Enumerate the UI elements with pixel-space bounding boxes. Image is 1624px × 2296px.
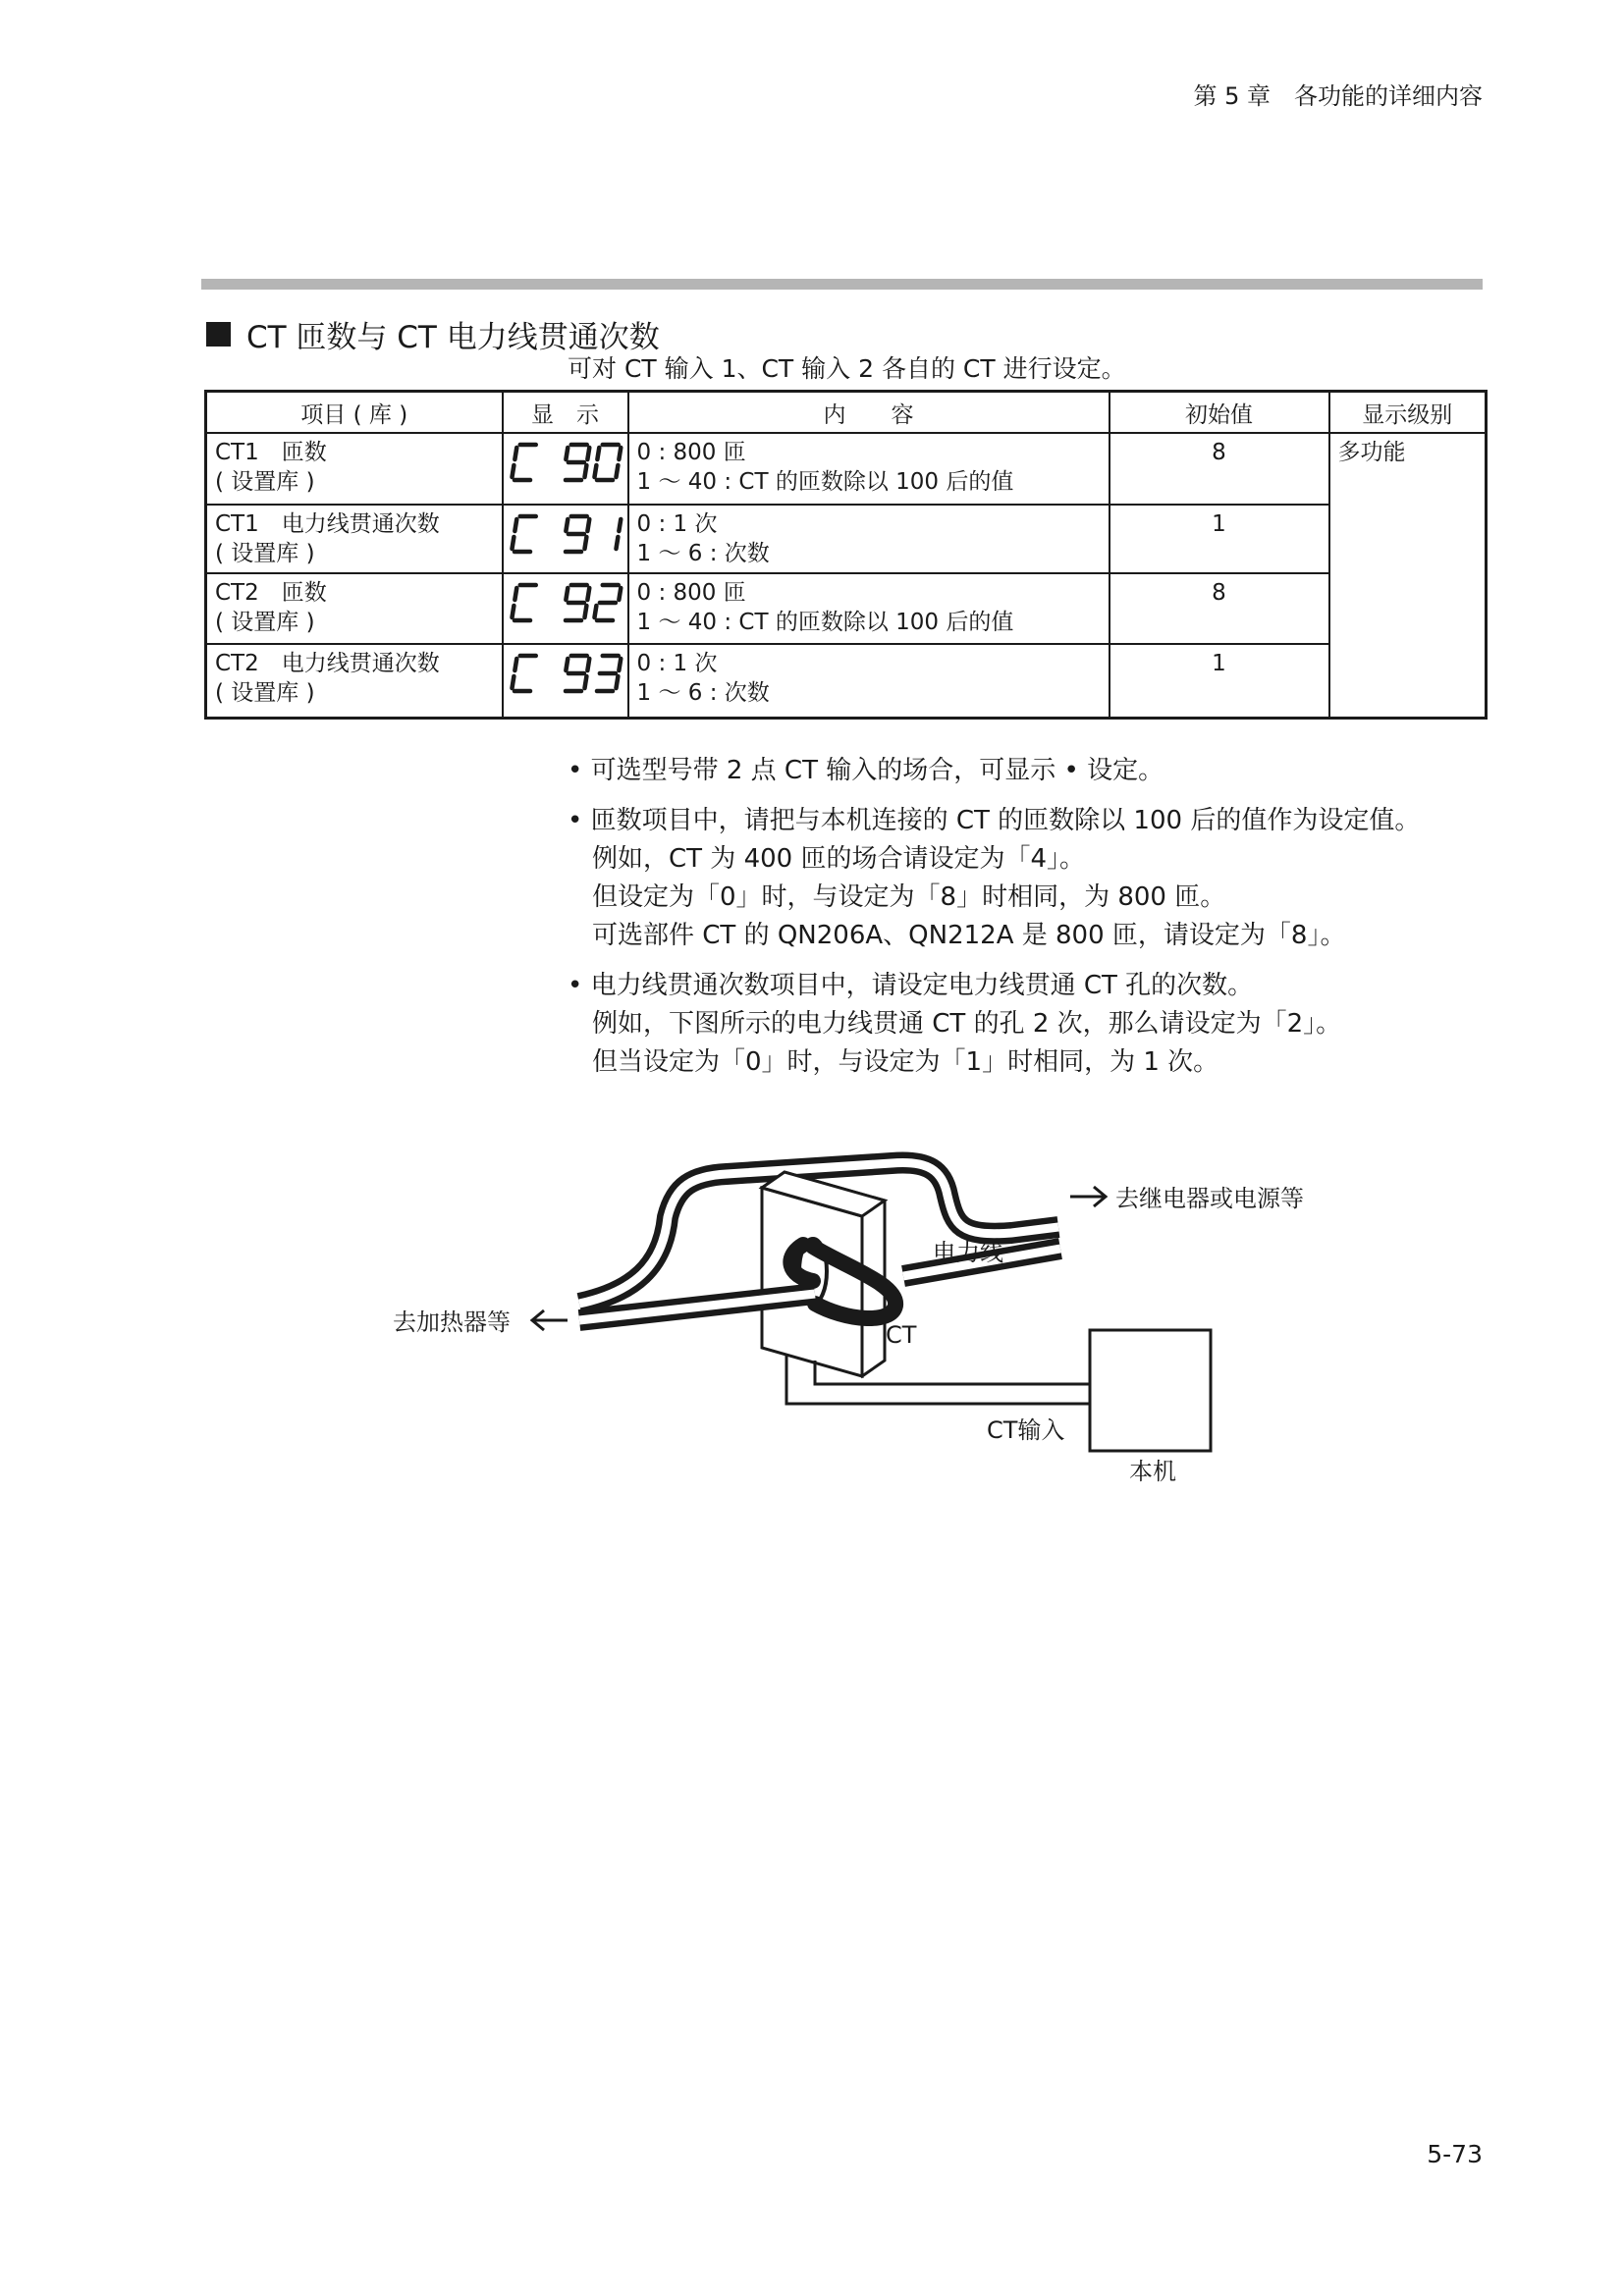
segment xyxy=(566,588,568,600)
seven-segment-digit xyxy=(566,656,589,691)
seven-segment-digit xyxy=(512,516,535,552)
content-line: 1 ～ 6 : 次数 xyxy=(636,680,770,706)
segment xyxy=(587,588,589,600)
segment xyxy=(512,537,514,549)
section-intro: 可对 CT 输入 1、CT 输入 2 各自的 CT 进行设定。 xyxy=(568,354,1126,383)
note-item xyxy=(568,967,1420,1082)
label-power-line: 电力线 xyxy=(933,1239,1003,1266)
segment xyxy=(616,537,618,549)
page-number: 5-73 xyxy=(1427,2140,1483,2168)
segment xyxy=(514,588,516,600)
segment xyxy=(512,606,514,617)
content-line: 0 : 1 次 xyxy=(636,651,718,676)
seven-segment-digit xyxy=(566,445,589,480)
item-name: CT2 匝数 xyxy=(215,580,327,606)
initial-value-cell: 8 xyxy=(1110,433,1329,505)
seven-segment-display xyxy=(508,578,623,627)
segment xyxy=(619,659,621,670)
segment xyxy=(594,606,596,617)
note-line: • 电力线贯通次数项目中，请设定电力线贯通 CT 孔的次数。 xyxy=(568,971,1254,1000)
segment xyxy=(584,465,586,477)
table-row xyxy=(206,644,1487,719)
item-cell xyxy=(206,433,503,505)
label-ct: CT xyxy=(886,1321,917,1349)
table-row xyxy=(206,573,1487,644)
ct-wiring-diagram xyxy=(383,1119,1345,1512)
content-line: 1 ～ 6 : 次数 xyxy=(636,541,770,566)
display-cell xyxy=(503,505,628,573)
table-header-row xyxy=(206,392,1487,434)
note-item xyxy=(568,752,1420,790)
seven-segment-digit xyxy=(512,445,535,480)
note-line: 但当设定为「0」时，与设定为「1」时相同，为 1 次。 xyxy=(592,1047,1219,1077)
item-bank: ( 设置库 ) xyxy=(215,610,315,635)
segment xyxy=(587,659,589,670)
square-bullet-icon xyxy=(206,322,231,347)
segment xyxy=(512,465,514,477)
content-line: 0 : 800 匝 xyxy=(636,440,746,465)
segment xyxy=(512,676,514,688)
content-cell xyxy=(628,505,1110,573)
item-cell xyxy=(206,644,503,719)
initial-value-cell: 1 xyxy=(1110,505,1329,573)
section-divider xyxy=(201,279,1483,290)
seven-segment-digit xyxy=(566,585,589,620)
content-cell xyxy=(628,433,1110,505)
section-title-text: CT 匝数与 CT 电力线贯通次数 xyxy=(246,320,660,355)
segment xyxy=(514,519,516,531)
column-header: 内 容 xyxy=(628,392,1110,434)
seven-segment-digit xyxy=(594,445,621,480)
segment xyxy=(619,519,621,531)
item-name: CT1 匝数 xyxy=(215,440,327,465)
content-line: 0 : 800 匝 xyxy=(636,580,746,606)
display-cell xyxy=(503,433,628,505)
segment xyxy=(587,519,589,531)
column-header: 显 示 xyxy=(503,392,628,434)
display-cell xyxy=(503,573,628,644)
settings-table xyxy=(204,390,1488,720)
seven-segment-digit xyxy=(597,656,621,691)
segment xyxy=(566,448,568,459)
item-name: CT1 电力线贯通次数 xyxy=(215,511,440,537)
item-bank: ( 设置库 ) xyxy=(215,680,315,706)
seven-segment-digit xyxy=(594,585,621,620)
seven-segment-display xyxy=(508,438,623,487)
note-item xyxy=(568,802,1420,955)
seven-segment-digit xyxy=(616,519,621,549)
notes-list xyxy=(568,752,1420,1094)
segment xyxy=(619,588,621,600)
item-name: CT2 电力线贯通次数 xyxy=(215,651,440,676)
initial-value-cell: 8 xyxy=(1110,573,1329,644)
seven-segment-digit xyxy=(512,585,535,620)
chapter-header: 第 5 章 各功能的详细内容 xyxy=(1193,82,1483,110)
table-row xyxy=(206,433,1487,505)
content-line: 1 ～ 40 : CT 的匝数除以 100 后的值 xyxy=(636,469,1014,495)
note-line: • 可选型号带 2 点 CT 输入的场合，可显示 • 设定。 xyxy=(568,756,1164,785)
note-line: 例如，下图所示的电力线贯通 CT 的孔 2 次，那么请设定为「2」。 xyxy=(592,1009,1342,1039)
content-line: 0 : 1 次 xyxy=(636,511,718,537)
segment xyxy=(587,448,589,459)
segment xyxy=(584,606,586,617)
segment xyxy=(616,465,618,477)
segment xyxy=(584,676,586,688)
segment xyxy=(584,537,586,549)
label-unit: 本机 xyxy=(1129,1458,1176,1485)
arrow-right-icon xyxy=(1070,1187,1106,1206)
item-cell xyxy=(206,573,503,644)
item-bank: ( 设置库 ) xyxy=(215,469,315,495)
segment xyxy=(566,519,568,531)
seven-segment-digit xyxy=(512,656,535,691)
label-to-relay: 去继电器或电源等 xyxy=(1115,1185,1304,1212)
segment xyxy=(566,659,568,670)
display-cell xyxy=(503,644,628,719)
unit-box xyxy=(1090,1330,1211,1451)
segment xyxy=(619,448,621,459)
content-cell xyxy=(628,573,1110,644)
segment xyxy=(514,448,516,459)
arrow-left-icon xyxy=(532,1310,568,1330)
content-line: 1 ～ 40 : CT 的匝数除以 100 后的值 xyxy=(636,610,1014,635)
display-level-cell: 多功能 xyxy=(1329,433,1487,719)
table-row xyxy=(206,505,1487,573)
content-cell xyxy=(628,644,1110,719)
column-header: 显示级别 xyxy=(1329,392,1487,434)
seven-segment-display xyxy=(508,509,623,559)
segment xyxy=(616,676,618,688)
seven-segment-digit xyxy=(566,516,589,552)
seven-segment-display xyxy=(508,649,623,698)
note-line: 例如，CT 为 400 匝的场合请设定为「4」。 xyxy=(592,844,1085,874)
item-bank: ( 设置库 ) xyxy=(215,541,315,566)
note-line: 可选部件 CT 的 QN206A、QN212A 是 800 匝，请设定为「8」。 xyxy=(592,921,1346,950)
segment xyxy=(594,465,596,477)
column-header: 项目 ( 库 ) xyxy=(206,392,503,434)
segment xyxy=(514,659,516,670)
note-line: • 匝数项目中，请把与本机连接的 CT 的匝数除以 100 后的值作为设定值。 xyxy=(568,806,1421,835)
column-header: 初始值 xyxy=(1110,392,1329,434)
label-to-heater: 去加热器等 xyxy=(393,1308,511,1336)
note-line: 但设定为「0」时，与设定为「8」时相同，为 800 匝。 xyxy=(592,882,1226,912)
label-ct-input: CT输入 xyxy=(987,1416,1065,1444)
item-cell xyxy=(206,505,503,573)
initial-value-cell: 1 xyxy=(1110,644,1329,719)
segment xyxy=(597,448,599,459)
